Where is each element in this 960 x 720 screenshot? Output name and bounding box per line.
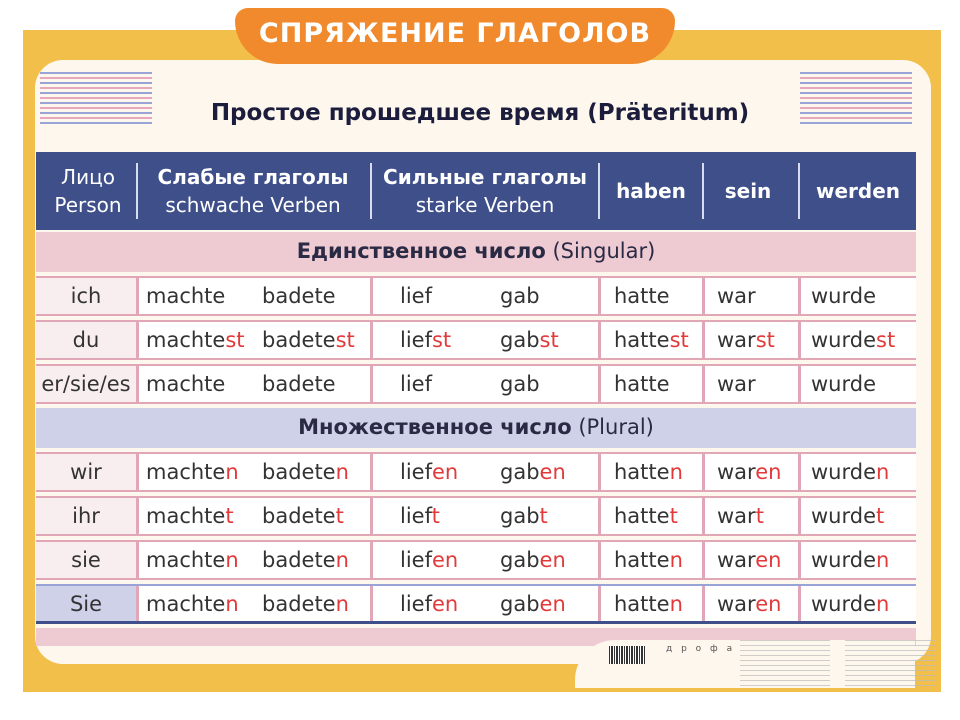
verb-form xyxy=(811,284,876,308)
verb-form xyxy=(811,372,876,396)
column-divider xyxy=(798,278,801,314)
verb-stem: machte xyxy=(146,284,226,308)
column-divider xyxy=(798,586,801,621)
verb-ending: st xyxy=(539,328,559,352)
table-row xyxy=(36,452,916,492)
verb-ending: t xyxy=(876,504,885,528)
verb-ending: n xyxy=(876,460,890,484)
verb-stem: gab xyxy=(500,592,540,616)
verb-form xyxy=(400,460,458,484)
header-divider xyxy=(798,163,800,219)
person-label: ich xyxy=(70,284,102,308)
verb-form xyxy=(262,592,349,616)
verb-stem: hatte xyxy=(614,284,670,308)
verb-ending: en xyxy=(431,460,459,484)
header-sein xyxy=(706,152,790,230)
verb-stem: wurde xyxy=(811,504,876,528)
column-divider xyxy=(798,322,801,358)
column-divider xyxy=(798,366,801,402)
column-divider xyxy=(136,586,139,621)
column-divider xyxy=(136,498,139,534)
verb-stem: machte xyxy=(146,592,226,616)
verb-form xyxy=(146,328,245,352)
table-row xyxy=(36,584,916,624)
verb-form xyxy=(500,548,566,572)
column-divider xyxy=(598,542,601,578)
verb-stem: badete xyxy=(262,284,336,308)
column-divider xyxy=(702,542,705,578)
verb-form xyxy=(262,328,355,352)
header-person-de: Person xyxy=(54,193,122,217)
verb-form xyxy=(146,372,225,396)
verb-stem: badete xyxy=(262,460,336,484)
verb-form xyxy=(614,504,678,528)
verb-form xyxy=(262,504,344,528)
verb-ending: en xyxy=(755,548,782,572)
verb-form xyxy=(400,548,458,572)
verb-ending: en xyxy=(539,460,566,484)
verb-stem: wurde xyxy=(811,284,876,308)
verb-stem: gab xyxy=(500,504,540,528)
verb-ending: n xyxy=(335,548,349,572)
verb-stem: wurde xyxy=(811,372,876,396)
column-divider xyxy=(370,586,373,621)
verb-stem: hatte xyxy=(614,504,670,528)
verb-form xyxy=(262,372,336,396)
verb-ending: n xyxy=(225,592,239,616)
verb-form xyxy=(614,592,683,616)
verb-ending: st xyxy=(876,328,896,352)
verb-form xyxy=(717,460,781,484)
column-divider xyxy=(798,498,801,534)
verb-ending: n xyxy=(225,460,239,484)
column-divider xyxy=(598,278,601,314)
header-werden-label: werden xyxy=(815,179,901,203)
verb-form xyxy=(262,460,349,484)
verb-stem: hatte xyxy=(614,592,670,616)
verb-stem: hatte xyxy=(614,372,670,396)
column-divider xyxy=(598,498,601,534)
column-divider xyxy=(136,278,139,314)
verb-stem: machte xyxy=(146,372,226,396)
verb-ending: n xyxy=(669,592,683,616)
verb-stem: badete xyxy=(262,592,336,616)
verb-ending: en xyxy=(539,548,566,572)
verb-ending: n xyxy=(669,460,683,484)
header-haben-label: haben xyxy=(616,179,686,203)
verb-form xyxy=(400,592,458,616)
column-divider xyxy=(136,366,139,402)
verb-ending: en xyxy=(431,548,459,572)
verb-stem: war xyxy=(717,460,756,484)
verb-stem: badete xyxy=(262,372,336,396)
verb-stem: wurde xyxy=(811,592,876,616)
verb-form xyxy=(717,372,756,396)
verb-ending: n xyxy=(876,592,890,616)
verb-stem: machte xyxy=(146,328,226,352)
verb-stem: war xyxy=(717,372,756,396)
verb-ending: en xyxy=(431,592,459,616)
verb-form xyxy=(262,284,336,308)
verb-form xyxy=(146,548,239,572)
verb-stem: badete xyxy=(262,504,336,528)
verb-form xyxy=(500,504,548,528)
verb-form xyxy=(400,284,432,308)
verb-ending: n xyxy=(335,592,349,616)
column-divider xyxy=(598,454,601,490)
column-divider xyxy=(136,542,139,578)
verb-stem: wurde xyxy=(811,328,876,352)
verb-ending: n xyxy=(225,548,239,572)
column-divider xyxy=(370,454,373,490)
verb-ending: n xyxy=(876,548,890,572)
verb-stem: wurde xyxy=(811,460,876,484)
column-divider xyxy=(136,454,139,490)
header-divider xyxy=(370,163,372,219)
verb-ending: st xyxy=(669,328,689,352)
verb-form xyxy=(717,504,764,528)
section-plural-ru: Множественное число xyxy=(298,415,572,439)
verb-stem: machte xyxy=(146,548,226,572)
header-strong xyxy=(374,152,596,230)
verb-stem: lief xyxy=(400,284,432,308)
verb-stem: hatte xyxy=(614,328,670,352)
verb-form xyxy=(811,504,884,528)
verb-form xyxy=(614,372,670,396)
verb-form xyxy=(811,328,895,352)
person-label: du xyxy=(72,328,100,352)
column-divider xyxy=(702,278,705,314)
table-row xyxy=(36,320,916,360)
verb-form xyxy=(500,328,559,352)
verb-stem: war xyxy=(717,504,756,528)
header-strong-de: starke Verben xyxy=(415,193,555,217)
column-divider xyxy=(598,366,601,402)
column-divider xyxy=(598,322,601,358)
verb-form xyxy=(146,504,234,528)
table-row xyxy=(36,540,916,580)
header-weak-de: schwache Verben xyxy=(165,193,341,217)
verb-ending: t xyxy=(755,504,764,528)
column-divider xyxy=(702,586,705,621)
column-divider xyxy=(370,542,373,578)
column-divider xyxy=(702,454,705,490)
verb-form xyxy=(614,548,683,572)
verb-ending: st xyxy=(431,328,452,352)
verb-ending: st xyxy=(335,328,355,352)
verb-stem: war xyxy=(717,548,756,572)
verb-ending: st xyxy=(755,328,775,352)
person-label: sie xyxy=(71,548,101,572)
table-row xyxy=(36,496,916,536)
verb-stem: gab xyxy=(500,460,540,484)
verb-stem: badete xyxy=(262,548,336,572)
column-divider xyxy=(370,366,373,402)
column-divider xyxy=(370,498,373,534)
fine-print xyxy=(740,640,830,686)
header-person-ru: Лицо xyxy=(61,165,115,189)
verb-ending: en xyxy=(755,460,782,484)
person-label: wir xyxy=(70,460,102,484)
verb-stem: hatte xyxy=(614,460,670,484)
section-plural-de: (Plural) xyxy=(578,415,654,439)
verb-ending: t xyxy=(225,504,234,528)
table-row xyxy=(36,276,916,316)
verb-form xyxy=(614,284,670,308)
section-singular-ru: Единственное число xyxy=(296,239,546,263)
column-divider xyxy=(702,366,705,402)
verb-ending: st xyxy=(225,328,245,352)
verb-form xyxy=(614,328,689,352)
header-strong-ru: Сильные глаголы xyxy=(383,165,587,189)
verb-stem: machte xyxy=(146,460,226,484)
column-divider xyxy=(798,454,801,490)
verb-stem: gab xyxy=(500,548,540,572)
verb-ending: en xyxy=(755,592,782,616)
verb-stem: lief xyxy=(400,592,432,616)
column-divider xyxy=(136,322,139,358)
person-label: ihr xyxy=(72,504,100,528)
fine-print xyxy=(845,640,935,686)
verb-stem: gab xyxy=(500,328,540,352)
decor-stripes-left xyxy=(40,72,152,124)
verb-stem: lief xyxy=(400,504,432,528)
verb-form xyxy=(717,284,756,308)
verb-form xyxy=(717,592,781,616)
verb-stem: gab xyxy=(500,372,540,396)
verb-form xyxy=(262,548,349,572)
table-row xyxy=(36,364,916,404)
verb-form xyxy=(811,592,889,616)
section-singular-de: (Singular) xyxy=(552,239,656,263)
verb-form xyxy=(717,548,781,572)
verb-stem: lief xyxy=(400,372,432,396)
verb-form xyxy=(811,460,889,484)
verb-form xyxy=(500,284,540,308)
verb-form xyxy=(500,460,566,484)
verb-stem: badete xyxy=(262,328,336,352)
verb-ending: n xyxy=(669,548,683,572)
header-weak-ru: Слабые глаголы xyxy=(157,165,349,189)
verb-form xyxy=(811,548,889,572)
verb-ending: t xyxy=(669,504,678,528)
verb-form xyxy=(146,592,239,616)
person-label: Sie xyxy=(69,592,103,616)
verb-form xyxy=(146,284,225,308)
header-divider xyxy=(702,163,704,219)
header-sein-label: sein xyxy=(724,179,772,203)
person-label: er/sie/es xyxy=(41,372,131,396)
verb-stem: lief xyxy=(400,328,432,352)
column-divider xyxy=(798,542,801,578)
verb-stem: lief xyxy=(400,460,432,484)
barcode-icon xyxy=(609,646,645,664)
verb-stem: gab xyxy=(500,284,540,308)
verb-stem: wurde xyxy=(811,548,876,572)
verb-ending: t xyxy=(539,504,548,528)
header-person xyxy=(40,152,136,230)
verb-form xyxy=(146,460,239,484)
publisher-logo: д р о ф а xyxy=(666,644,736,654)
verb-ending: n xyxy=(335,460,349,484)
verb-ending: t xyxy=(335,504,344,528)
verb-form xyxy=(717,328,775,352)
header-haben xyxy=(602,152,700,230)
verb-form xyxy=(400,372,432,396)
verb-stem: lief xyxy=(400,548,432,572)
verb-form xyxy=(400,504,440,528)
verb-stem: war xyxy=(717,592,756,616)
verb-form xyxy=(614,460,683,484)
section-plural xyxy=(36,408,916,448)
column-divider xyxy=(370,278,373,314)
verb-form xyxy=(500,372,540,396)
header-divider xyxy=(598,163,600,219)
section-singular xyxy=(36,232,916,272)
column-divider xyxy=(598,586,601,621)
column-divider xyxy=(702,322,705,358)
header-weak xyxy=(140,152,366,230)
poster-title: СПРЯЖЕНИЕ ГЛАГОЛОВ xyxy=(258,18,652,49)
poster-subtitle: Простое прошедшее время (Präteritum) xyxy=(210,100,750,126)
header-werden xyxy=(802,152,914,230)
verb-ending: en xyxy=(539,592,566,616)
verb-stem: war xyxy=(717,284,756,308)
header-divider xyxy=(136,163,138,219)
verb-form xyxy=(400,328,451,352)
verb-stem: machte xyxy=(146,504,226,528)
column-divider xyxy=(370,322,373,358)
verb-stem: hatte xyxy=(614,548,670,572)
verb-ending: t xyxy=(431,504,440,528)
verb-stem: war xyxy=(717,328,756,352)
verb-form xyxy=(500,592,566,616)
column-divider xyxy=(702,498,705,534)
